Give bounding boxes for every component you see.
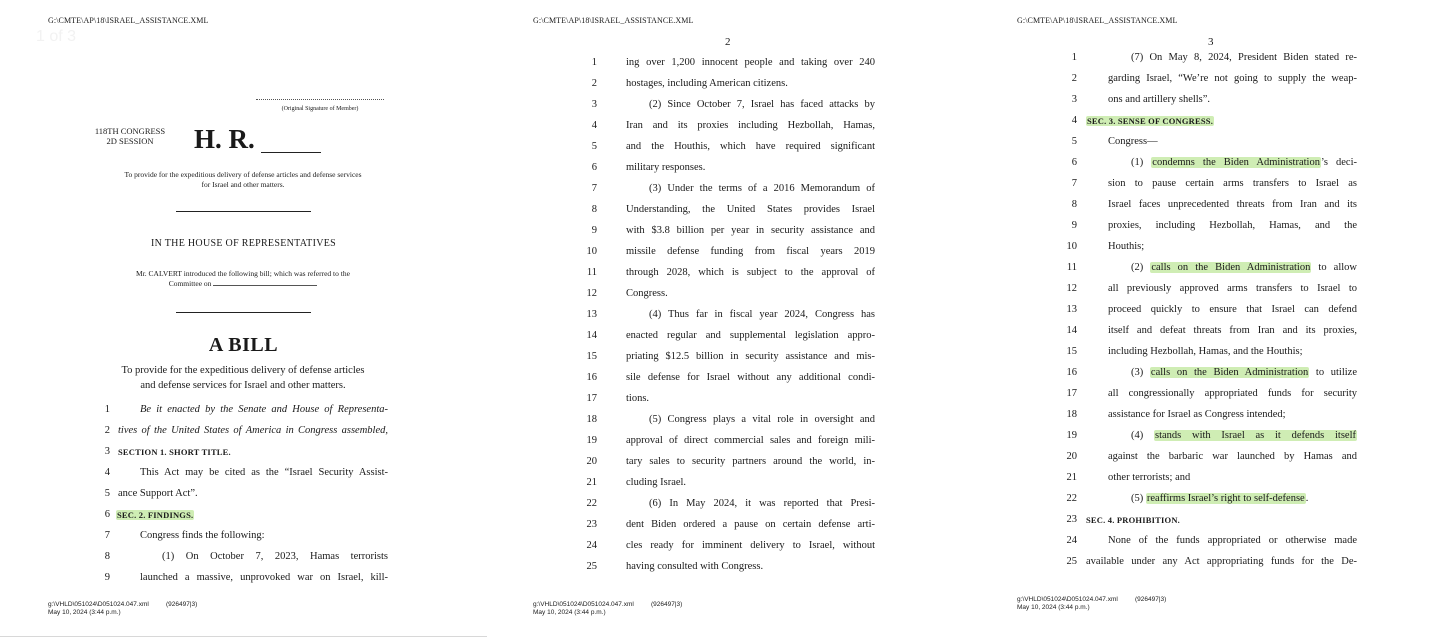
highlight: calls on the Biden Administration: [1151, 262, 1311, 273]
header-path: G:\CMTE\AP\18\ISRAEL_ASSISTANCE.XML: [48, 16, 209, 25]
line-number: 6: [1071, 157, 1077, 168]
line-number: 16: [1066, 367, 1077, 378]
line-number: 12: [586, 288, 597, 299]
line-number: 1: [1071, 52, 1077, 63]
line-number: 2: [591, 78, 597, 89]
header-path: G:\CMTE\AP\18\ISRAEL_ASSISTANCE.XML: [533, 16, 694, 25]
line-text: to allow: [1311, 262, 1357, 273]
highlighted-line: [1131, 493, 1308, 504]
bill-page-2: [487, 0, 970, 636]
line-text: including Hezbollah, Hamas, and the Houthis;: [1108, 346, 1303, 357]
line-number: 18: [1066, 409, 1077, 420]
line-text: tives of the United States of America in Congress assembled,: [118, 425, 388, 436]
page-number: 2: [725, 36, 731, 48]
line-text: (1): [1131, 157, 1152, 168]
intro-line: Mr. CALVERT introduced the following bill; which was referred to the: [136, 269, 350, 278]
highlight: calls on the Biden Administration: [1150, 367, 1309, 378]
congress-session: [80, 126, 180, 146]
line-text: (3): [1131, 367, 1150, 378]
footer-hash: (926497|3): [651, 601, 683, 608]
highlighted-line: [1131, 262, 1357, 273]
line-number: 21: [1066, 472, 1077, 483]
line-text: Congress finds the following:: [140, 530, 265, 541]
line-number: 15: [586, 351, 597, 362]
line-number: 21: [586, 477, 597, 488]
line-number: 14: [1066, 325, 1077, 336]
header-path: G:\CMTE\AP\18\ISRAEL_ASSISTANCE.XML: [1017, 16, 1178, 25]
highlighted-section-heading: SEC. 2. FINDINGS.: [117, 510, 194, 520]
line-text: available under any Act appropriating funds for the De-: [1086, 556, 1357, 567]
section-heading: [1086, 116, 1214, 127]
line-number: 13: [1066, 304, 1077, 315]
line-text: This Act may be cited as the “Israel Security Assist-: [140, 467, 388, 478]
line-text: Iran and its proxies including Hezbollah, Hamas,: [626, 120, 875, 131]
line-number: 2: [1071, 73, 1077, 84]
line-number: 11: [1066, 262, 1077, 273]
footer-path: g:\VHLD\051024\D051024.047.xml: [48, 601, 149, 608]
line-text: cluding Israel.: [626, 477, 687, 488]
intro-line: Committee on: [168, 279, 212, 288]
line-number: 8: [591, 204, 597, 215]
line-number: 5: [1071, 136, 1077, 147]
line-text: hostages, including American citizens.: [626, 78, 788, 89]
bill-page-3: [970, 0, 1456, 636]
a-bill-heading: A BILL: [208, 334, 279, 356]
highlight: condemns the Biden Administration: [1152, 157, 1320, 168]
long-title-line: and defense services for Israel and other matters.: [140, 380, 346, 391]
line-text: and the Houthis, which have required significant: [626, 141, 875, 152]
line-number: 5: [591, 141, 597, 152]
line-number: 12: [1066, 283, 1077, 294]
line-number: 23: [586, 519, 597, 530]
line-text: itself and defeat threats from Iran and its proxies,: [1108, 325, 1357, 336]
line-number: 22: [586, 498, 597, 509]
short-title-line: To provide for the expeditious delivery of defense articles and defense services: [124, 170, 362, 179]
line-text: all previously approved arms transfers to Israel to: [1108, 283, 1357, 294]
line-number: 9: [1071, 220, 1077, 231]
line-number: 7: [104, 530, 110, 541]
line-number: 20: [1066, 451, 1077, 462]
long-title-line: To provide for the expeditious delivery of defense articles: [121, 365, 365, 376]
line-text: ons and artillery shells”.: [1108, 94, 1211, 105]
house-heading: IN THE HOUSE OF REPRESENTATIVES: [151, 238, 336, 249]
bill-number-blank: [261, 152, 321, 153]
committee-blank: [213, 279, 317, 286]
line-text: dent Biden ordered a pause on certain defense arti-: [626, 519, 875, 530]
line-text: (4): [1131, 430, 1154, 441]
line-text: (7) On May 8, 2024, President Biden stated re-: [1131, 52, 1357, 63]
line-text: Understanding, the United States provides Israel: [626, 204, 875, 215]
line-number: 14: [586, 330, 597, 341]
line-text: tions.: [626, 393, 650, 404]
line-number: 8: [1071, 199, 1077, 210]
line-text: having consulted with Congress.: [626, 561, 764, 572]
line-number: 24: [1066, 535, 1077, 546]
line-number: 4: [1071, 115, 1077, 126]
highlighted-section-heading: SEC. 3. SENSE OF CONGRESS.: [1087, 116, 1214, 126]
line-number: 23: [1066, 514, 1077, 525]
short-title-line: for Israel and other matters.: [201, 180, 285, 189]
line-text: Israel faces unprecedented threats from Iran and its: [1108, 199, 1357, 210]
footer-hash: (926497|3): [1135, 596, 1167, 603]
signature-label: (Original Signature of Member): [281, 106, 359, 112]
page-indicator: 1 of 3: [36, 28, 77, 45]
line-text: proxies, including Hezbollah, Hamas, and the: [1108, 220, 1357, 231]
line-number: 3: [104, 446, 110, 457]
line-number: 3: [591, 99, 597, 110]
line-text: (5): [1131, 493, 1146, 504]
line-number: 1: [591, 57, 597, 68]
line-text: Congress.: [626, 288, 668, 299]
footer-date: May 10, 2024 (3:44 p.m.): [533, 609, 606, 616]
line-text: (4) Thus far in fiscal year 2024, Congress has: [649, 309, 875, 320]
congress-label: 118TH CONGRESS: [94, 126, 166, 136]
footer: [533, 601, 683, 617]
line-number: 19: [586, 435, 597, 446]
line-number: 22: [1066, 493, 1077, 504]
highlight: stands with Israel as it defends itself: [1155, 430, 1356, 441]
footer-date: May 10, 2024 (3:44 p.m.): [1017, 604, 1090, 611]
line-number: 10: [1066, 241, 1077, 252]
line-text: None of the funds appropriated or otherwise made: [1108, 535, 1357, 546]
line-text: approval of direct commercial sales and foreign mili-: [626, 435, 875, 446]
line-text: (6) In May 2024, it was reported that Presi-: [649, 498, 875, 509]
highlighted-line: [1131, 367, 1357, 378]
line-number: 3: [1071, 94, 1077, 105]
line-number: 25: [586, 561, 597, 572]
line-number: 1: [104, 404, 110, 415]
line-number: 16: [586, 372, 597, 383]
line-number: 17: [586, 393, 597, 404]
line-text: (1) On October 7, 2023, Hamas terrorists: [162, 551, 388, 562]
highlighted-line: [1131, 157, 1357, 168]
line-text: to utilize: [1309, 367, 1357, 378]
line-number: 20: [586, 456, 597, 467]
line-number: 8: [104, 551, 110, 562]
line-number: 10: [586, 246, 597, 257]
signature-line: [256, 99, 384, 100]
session-label: 2D SESSION: [106, 136, 154, 146]
line-text: with $3.8 billion per year in security assistance and: [626, 225, 875, 236]
line-number: 15: [1066, 346, 1077, 357]
line-number: 24: [586, 540, 597, 551]
footer-date: May 10, 2024 (3:44 p.m.): [48, 609, 121, 616]
line-text: (2): [1131, 262, 1151, 273]
line-text: all congressionally appropriated funds for security: [1108, 388, 1357, 399]
footer-path: g:\VHLD\051024\D051024.047.xml: [1017, 596, 1118, 603]
line-text: Houthis;: [1108, 241, 1145, 252]
introduction-text: [90, 269, 396, 289]
line-number: 6: [104, 509, 110, 520]
line-text: proceed quickly to ensure that Israel can defend: [1108, 304, 1357, 315]
line-text: (3) Under the terms of a 2016 Memorandum of: [649, 183, 875, 194]
line-text: .: [1305, 493, 1309, 504]
line-text: priating $12.5 billion in security assistance and mis-: [626, 351, 875, 362]
footer: [1017, 596, 1167, 612]
line-text: through 2028, which is subject to the approval of: [626, 267, 875, 278]
line-text: Congress—: [1108, 136, 1158, 147]
section-heading: SECTION 1. SHORT TITLE.: [118, 447, 231, 457]
line-number: 9: [104, 572, 110, 583]
line-number: 11: [586, 267, 597, 278]
line-text: garding Israel, “We’re not going to supply the weap-: [1108, 73, 1357, 84]
line-text: assistance for Israel as Congress intended;: [1108, 409, 1286, 420]
footer-path: g:\VHLD\051024\D051024.047.xml: [533, 601, 634, 608]
line-text: cles ready for imminent delivery to Israel, without: [626, 540, 875, 551]
line-number: 5: [104, 488, 110, 499]
line-text: sile defense for Israel without any additional condi-: [626, 372, 875, 383]
line-text: tary sales to security partners around the world, in-: [626, 456, 875, 467]
line-number: 6: [591, 162, 597, 173]
line-number: 18: [586, 414, 597, 425]
line-number: 13: [586, 309, 597, 320]
line-number: 4: [104, 467, 110, 478]
line-text: Be it enacted by the Senate and House of Representa-: [140, 404, 388, 415]
line-number: 7: [1071, 178, 1077, 189]
section-heading: SEC. 4. PROHIBITION.: [1086, 515, 1180, 525]
line-number: 7: [591, 183, 597, 194]
divider: [176, 211, 311, 212]
line-text: military responses.: [626, 162, 706, 173]
footer-hash: (926497|3): [166, 601, 198, 608]
line-text: ’s deci-: [1320, 157, 1357, 168]
page-number: 3: [1208, 36, 1214, 48]
short-title: [90, 170, 396, 190]
line-text: launched a massive, unprovoked war on Israel, kill-: [140, 572, 388, 583]
line-text: enacted regular and supplemental legislation appro-: [626, 330, 875, 341]
line-text: against the barbaric war launched by Hamas and: [1108, 451, 1357, 462]
line-text: sion to pause certain arms transfers to Israel as: [1108, 178, 1357, 189]
line-number: 9: [591, 225, 597, 236]
line-number: 25: [1066, 556, 1077, 567]
line-number: 19: [1066, 430, 1077, 441]
line-number: 17: [1066, 388, 1077, 399]
bill-designation: H. R.: [194, 124, 255, 154]
highlight: reaffirms Israel’s right to self-defense: [1146, 493, 1305, 504]
footer: [48, 601, 198, 617]
line-text: (5) Congress plays a vital role in oversight and: [649, 414, 875, 425]
bill-page-1: [0, 0, 487, 637]
line-number: 4: [591, 120, 597, 131]
divider: [176, 312, 311, 313]
line-text: (2) Since October 7, Israel has faced attacks by: [649, 99, 875, 110]
line-text: other terrorists; and: [1108, 472, 1191, 483]
long-title: [100, 363, 386, 393]
line-text: missile defense funding from fiscal years 2019: [626, 246, 875, 257]
line-text: ance Support Act”.: [118, 488, 198, 499]
line-number: 2: [104, 425, 110, 436]
line-text: ing over 1,200 innocent people and taking over 240: [626, 57, 875, 68]
highlighted-line: [1131, 430, 1357, 441]
